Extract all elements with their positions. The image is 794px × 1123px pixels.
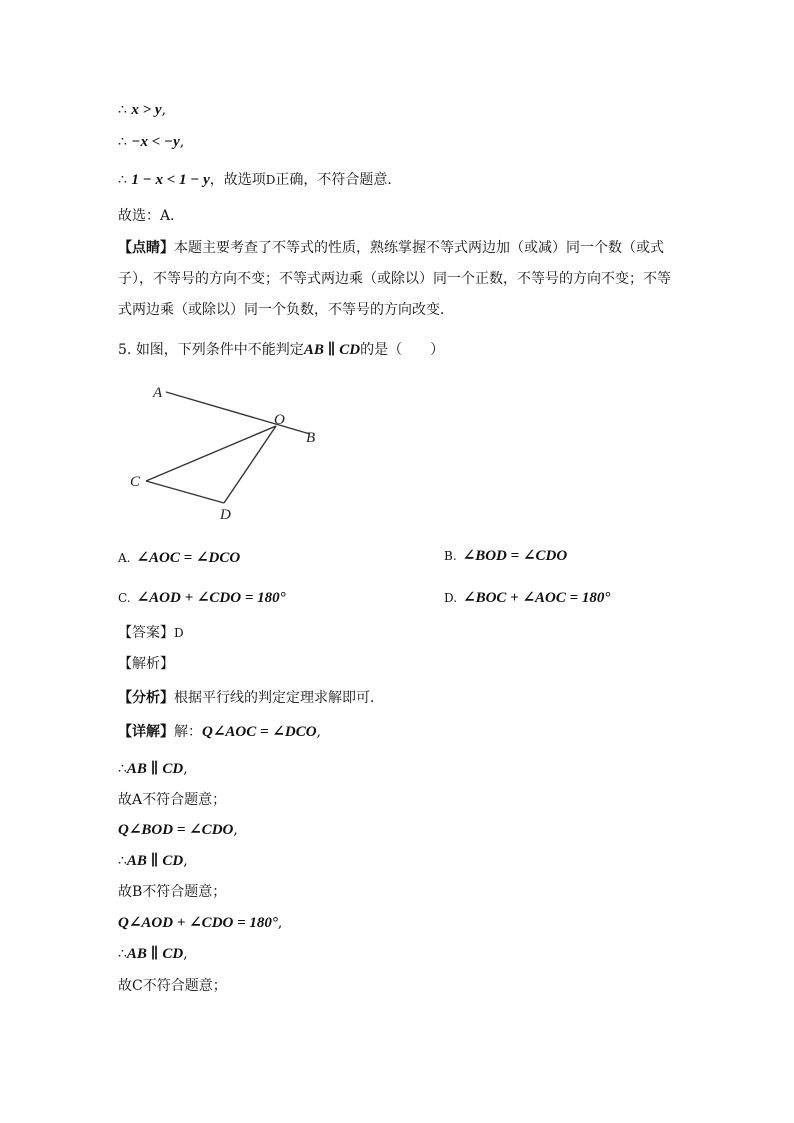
option-math: ∠BOC + ∠AOC = 180° bbox=[463, 590, 611, 606]
detail-math: AB ∥ CD bbox=[126, 853, 184, 869]
detail-line-1 bbox=[118, 722, 321, 742]
analysis-heading: 【解析】 bbox=[118, 656, 174, 672]
point-label-c: C bbox=[130, 474, 141, 490]
detail-line-3: 故A不符合题意； bbox=[118, 792, 227, 808]
stem-text: 如图，下列条件中不能判定 bbox=[135, 342, 304, 358]
fenxi-heading: 【分析】 bbox=[118, 690, 174, 706]
detail-math: Q∠AOD + ∠CDO = 180° bbox=[118, 915, 278, 931]
detail-line-9: 故C不符合题意； bbox=[118, 978, 227, 994]
line-ab bbox=[166, 392, 310, 434]
segment-oc bbox=[146, 426, 276, 481]
proof-line-1 bbox=[118, 100, 166, 120]
therefore-symbol: ∴ bbox=[118, 946, 127, 962]
line-text: 正确，不符合题意． bbox=[275, 172, 402, 188]
point-line-3: 式两边乘（或除以）同一个负数，不等号的方向改变． bbox=[118, 302, 454, 318]
inequality-neg: −x < −y bbox=[131, 134, 180, 150]
punct: , bbox=[316, 724, 321, 740]
stem-text: 的是（ ） bbox=[360, 342, 445, 358]
question-stem bbox=[118, 340, 444, 360]
detail-math: AB ∥ CD bbox=[126, 761, 184, 777]
option-a bbox=[118, 548, 240, 568]
punct: , bbox=[161, 102, 167, 118]
stem-math: AB ∥ CD bbox=[303, 342, 361, 358]
option-d bbox=[444, 588, 610, 608]
answer-line bbox=[118, 623, 184, 643]
option-math: ∠AOD + ∠CDO = 180° bbox=[136, 590, 286, 606]
option-b bbox=[444, 546, 567, 566]
point-label-b: B bbox=[306, 430, 316, 446]
punct: , bbox=[183, 853, 188, 869]
option-label: A. bbox=[118, 551, 131, 565]
point-label-o: O bbox=[274, 412, 285, 428]
therefore-symbol: ∴ bbox=[118, 172, 127, 188]
inequality-x-gt-y: x > y bbox=[131, 102, 162, 118]
therefore-symbol: ∴ bbox=[118, 853, 127, 869]
question-number: 5. bbox=[118, 342, 132, 358]
punct: , bbox=[233, 822, 238, 838]
detail-math: Q∠BOD = ∠CDO bbox=[118, 822, 234, 838]
detail-line-8 bbox=[118, 944, 188, 964]
therefore-symbol: ∴ bbox=[118, 102, 127, 118]
point-label-a: A bbox=[153, 385, 163, 401]
punct: , bbox=[179, 134, 185, 150]
detail-line-6: 故B不符合题意； bbox=[118, 884, 227, 900]
detail-line-5 bbox=[118, 851, 188, 871]
option-c bbox=[118, 588, 286, 608]
answer-heading: 【答案】 bbox=[118, 625, 174, 641]
detail-math: Q∠AOC = ∠DCO bbox=[202, 724, 317, 740]
proof-line-3 bbox=[118, 170, 401, 190]
proof-line-2 bbox=[118, 132, 184, 152]
punct: , bbox=[183, 761, 188, 777]
punct: , bbox=[183, 946, 188, 962]
option-label: B. bbox=[444, 549, 457, 563]
segment-cd bbox=[146, 481, 224, 503]
inequality-one-minus: 1 − x < 1 − y bbox=[131, 172, 210, 188]
detail-math: AB ∥ CD bbox=[126, 946, 184, 962]
detail-line-2 bbox=[118, 759, 188, 779]
point-heading: 【点睛】 bbox=[118, 240, 174, 256]
point-text: 本题主要考查了不等式的性质，熟练掌握不等式两边加（或减）同一个数（或式 bbox=[174, 240, 664, 256]
therefore-symbol: ∴ bbox=[118, 134, 127, 150]
option-math: ∠AOC = ∠DCO bbox=[136, 550, 241, 566]
point-line-1 bbox=[118, 238, 664, 258]
punct: , bbox=[277, 915, 283, 931]
point-label-d: D bbox=[220, 507, 231, 523]
fenxi-text: 根据平行线的判定定理求解即可． bbox=[174, 690, 384, 706]
detail-pre: 解： bbox=[174, 724, 202, 740]
fenxi-line bbox=[118, 688, 384, 708]
choose-line: 故选：A． bbox=[118, 208, 185, 224]
detail-line-7 bbox=[118, 913, 282, 933]
answer-value: D bbox=[174, 626, 184, 640]
option-label: C. bbox=[118, 591, 131, 605]
point-line-2: 子），不等号的方向不变；不等式两边乘（或除以）同一个正数，不等号的方向不变；不等 bbox=[118, 271, 671, 287]
geometry-figure bbox=[120, 375, 340, 525]
detail-line-4 bbox=[118, 820, 238, 840]
option-letter: D bbox=[265, 173, 276, 187]
option-math: ∠BOD = ∠CDO bbox=[462, 548, 568, 564]
detail-heading: 【详解】 bbox=[118, 724, 174, 740]
therefore-symbol: ∴ bbox=[118, 761, 127, 777]
line-text: ，故选项 bbox=[209, 172, 266, 188]
option-label: D. bbox=[444, 591, 458, 605]
